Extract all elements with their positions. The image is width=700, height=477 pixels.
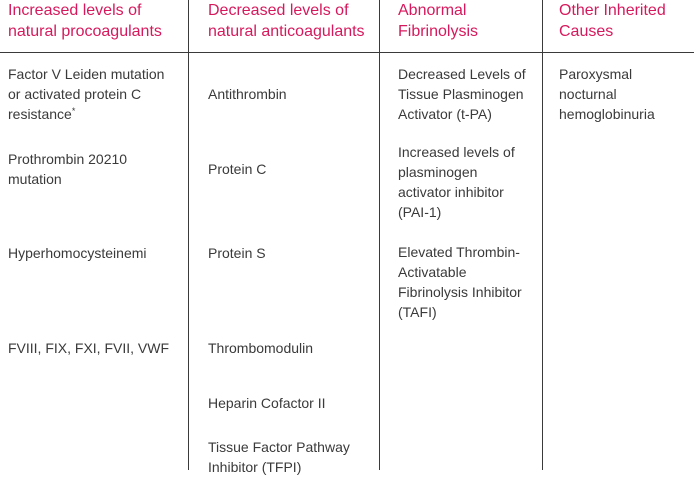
header-procoagulants-line1: Increased levels of — [8, 2, 142, 19]
cell-clotting-factors: FVIII, FIX, FXI, FVII, VWF — [8, 340, 170, 356]
header-divider — [0, 52, 694, 53]
cell-tafi-line1: Elevated Thrombin- — [398, 244, 520, 260]
header-anticoagulants-line2: natural anticoagulants — [208, 23, 365, 40]
cell-tfpi-line2: Inhibitor (TFPI) — [208, 459, 302, 475]
header-fibrinolysis — [398, 0, 478, 42]
header-anticoagulants — [208, 0, 365, 42]
cell-pai — [398, 142, 515, 222]
cell-tpa-line1: Decreased Levels of — [398, 66, 526, 82]
header-procoagulants — [8, 0, 162, 42]
header-other-causes-line1: Other Inherited — [559, 2, 666, 19]
cell-heparin-cofactor: Heparin Cofactor II — [208, 395, 326, 411]
cell-factor-v-leiden-line1: Factor V Leiden mutation — [8, 66, 165, 82]
column-divider-2 — [379, 0, 380, 470]
cell-tafi — [398, 242, 522, 322]
cell-protein-s: Protein S — [208, 245, 266, 261]
cell-tfpi-line1: Tissue Factor Pathway — [208, 439, 350, 455]
cell-pai-line2: plasminogen — [398, 164, 478, 180]
cell-hyperhomocysteinemia: Hyperhomocysteinemi — [8, 245, 147, 261]
cell-tpa-line3: Activator (t-PA) — [398, 106, 492, 122]
cell-prothrombin-line2: mutation — [8, 171, 62, 187]
header-anticoagulants-line1: Decreased levels of — [208, 2, 349, 19]
column-divider-3 — [542, 0, 543, 470]
cell-pai-line1: Increased levels of — [398, 144, 515, 160]
column-divider-1 — [188, 0, 189, 470]
cell-factor-v-leiden — [8, 64, 164, 124]
cell-pai-line4: (PAI-1) — [398, 204, 442, 220]
footnote-marker: * — [71, 106, 76, 116]
header-procoagulants-line2: natural procoagulants — [8, 23, 162, 40]
cell-prothrombin — [8, 149, 127, 189]
cell-tafi-line2: Activatable — [398, 264, 467, 280]
header-other-causes-line2: Causes — [559, 23, 614, 40]
cell-thrombomodulin: Thrombomodulin — [208, 340, 314, 356]
cell-prothrombin-line1: Prothrombin 20210 — [8, 151, 128, 167]
cell-factor-v-leiden-line3 — [8, 104, 164, 124]
cell-factor-v-leiden-resistance: resistance — [8, 106, 72, 122]
header-other-causes — [559, 0, 666, 42]
header-fibrinolysis-line1: Abnormal — [398, 2, 467, 19]
cell-protein-c: Protein C — [208, 161, 267, 177]
cell-tpa — [398, 64, 526, 124]
cell-antithrombin: Antithrombin — [208, 86, 287, 102]
cell-tafi-line3: Fibrinolysis Inhibitor — [398, 284, 522, 300]
cell-pnh-line1: Paroxysmal — [559, 66, 633, 82]
header-fibrinolysis-line2: Fibrinolysis — [398, 23, 479, 40]
cell-pnh-line3: hemoglobinuria — [559, 106, 655, 122]
cell-factor-v-leiden-line2: or activated protein C — [8, 86, 142, 102]
cell-tafi-line4: (TAFI) — [398, 304, 437, 320]
cell-tpa-line2: Tissue Plasminogen — [398, 86, 524, 102]
cell-tfpi — [208, 437, 350, 477]
cell-pai-line3: activator inhibitor — [398, 184, 504, 200]
cell-pnh — [559, 64, 655, 124]
cell-pnh-line2: nocturnal — [559, 86, 617, 102]
